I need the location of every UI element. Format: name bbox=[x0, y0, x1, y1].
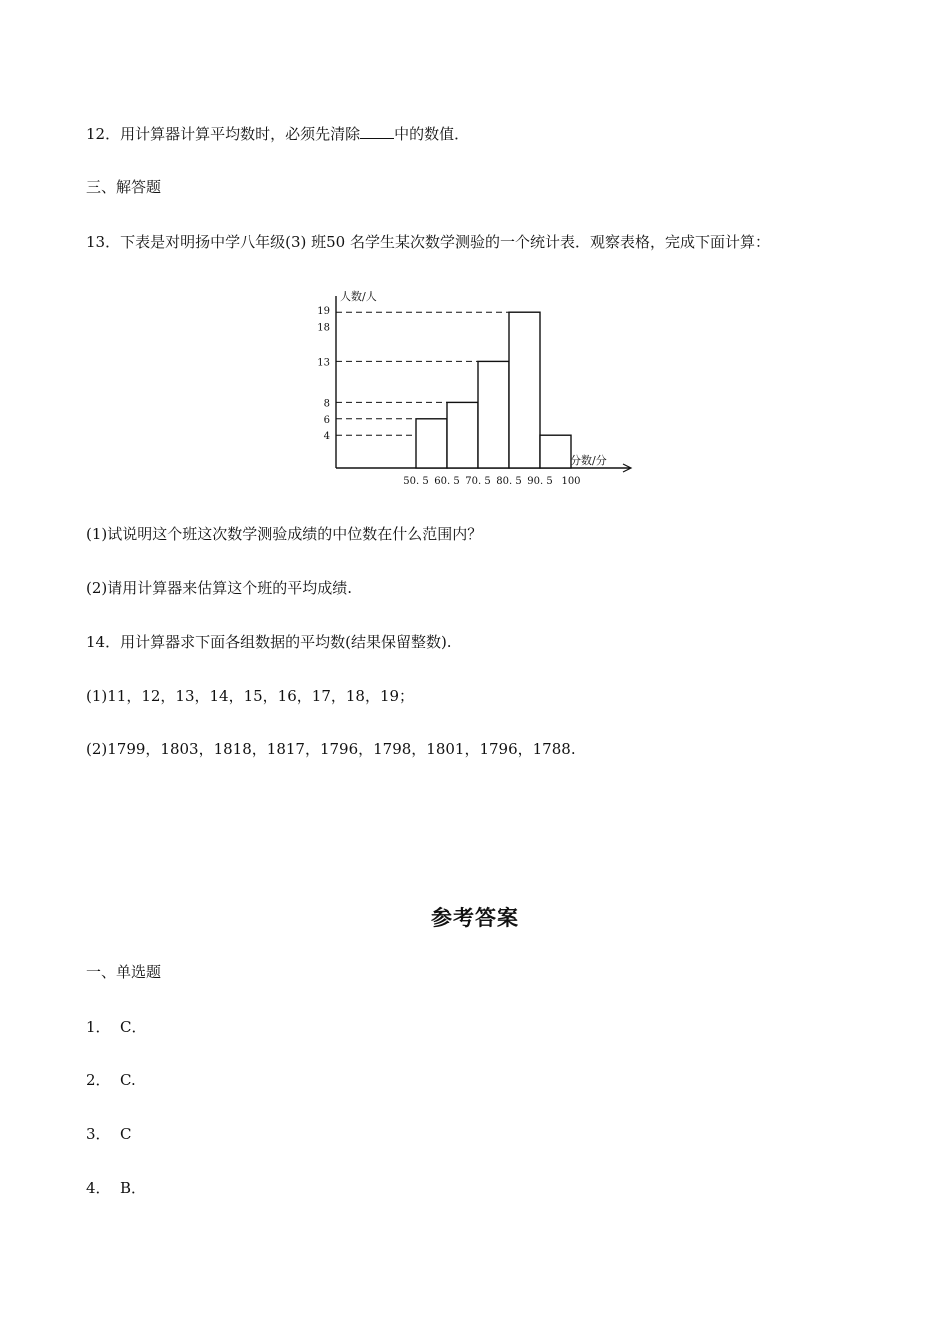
question-13-part-1: (1)试说明这个班这次数学测验成绩的中位数在什么范围内？ bbox=[86, 525, 483, 543]
answer-blank bbox=[360, 124, 394, 139]
answer-number: 1． bbox=[86, 1018, 111, 1036]
question-13: 13．下表是对明扬中学八年级(3) 班50 名学生某次数学测验的一个统计表．观察表格，完成下面计算： bbox=[86, 233, 770, 251]
section-heading-solve: 三、解答题 bbox=[86, 178, 162, 196]
histogram-bar bbox=[478, 361, 509, 468]
histogram-chart bbox=[300, 286, 640, 492]
x-tick-label: 60. 5 bbox=[434, 476, 460, 487]
answer-number: 2． bbox=[86, 1071, 111, 1089]
answer-text: C． bbox=[120, 1018, 147, 1036]
y-axis-label: 人数/人 bbox=[340, 290, 377, 303]
q12-text-before: 12．用计算器计算平均数时，必须先清除 bbox=[86, 125, 361, 143]
histogram-bar bbox=[540, 435, 571, 468]
answer-item bbox=[86, 1124, 131, 1144]
q12-text-after: 中的数值． bbox=[394, 125, 470, 143]
question-12 bbox=[86, 124, 469, 144]
histogram-bar bbox=[416, 419, 447, 468]
answer-item bbox=[86, 1178, 146, 1198]
x-tick-label: 100 bbox=[561, 476, 581, 487]
answer-number: 3． bbox=[86, 1125, 111, 1143]
question-14: 14．用计算器求下面各组数据的平均数(结果保留整数). bbox=[86, 633, 452, 651]
answer-text: C. bbox=[120, 1071, 136, 1089]
x-tick-label: 50. 5 bbox=[403, 476, 429, 487]
answer-text: C bbox=[120, 1125, 132, 1143]
answer-number: 4． bbox=[86, 1179, 111, 1197]
y-tick-label: 8 bbox=[323, 398, 330, 410]
y-tick-label: 18 bbox=[317, 322, 330, 334]
answer-key-title: 参考答案 bbox=[431, 906, 519, 930]
answer-item bbox=[86, 1017, 146, 1037]
question-14-part-1: (1)11，12，13，14，15，16，17，18，19； bbox=[86, 687, 415, 705]
answer-text: B． bbox=[120, 1179, 147, 1197]
histogram-bar bbox=[509, 312, 540, 468]
answer-section-heading: 一、单选题 bbox=[86, 963, 162, 981]
y-tick-label: 4 bbox=[323, 431, 330, 443]
y-tick-label: 6 bbox=[323, 414, 330, 426]
x-tick-label: 80. 5 bbox=[496, 476, 522, 487]
answer-item bbox=[86, 1070, 136, 1090]
question-13-part-2: (2)请用计算器来估算这个班的平均成绩. bbox=[86, 579, 353, 597]
histogram-bar bbox=[447, 402, 478, 468]
question-14-part-2: (2)1799，1803，1818，1817，1796，1798，1801，1796，1788. bbox=[86, 740, 576, 758]
x-tick-label: 90. 5 bbox=[527, 476, 553, 487]
y-tick-label: 19 bbox=[317, 306, 330, 318]
y-tick-label: 13 bbox=[317, 357, 330, 369]
x-tick-label: 70. 5 bbox=[465, 476, 491, 487]
x-axis-label: 分数/分 bbox=[570, 454, 607, 467]
